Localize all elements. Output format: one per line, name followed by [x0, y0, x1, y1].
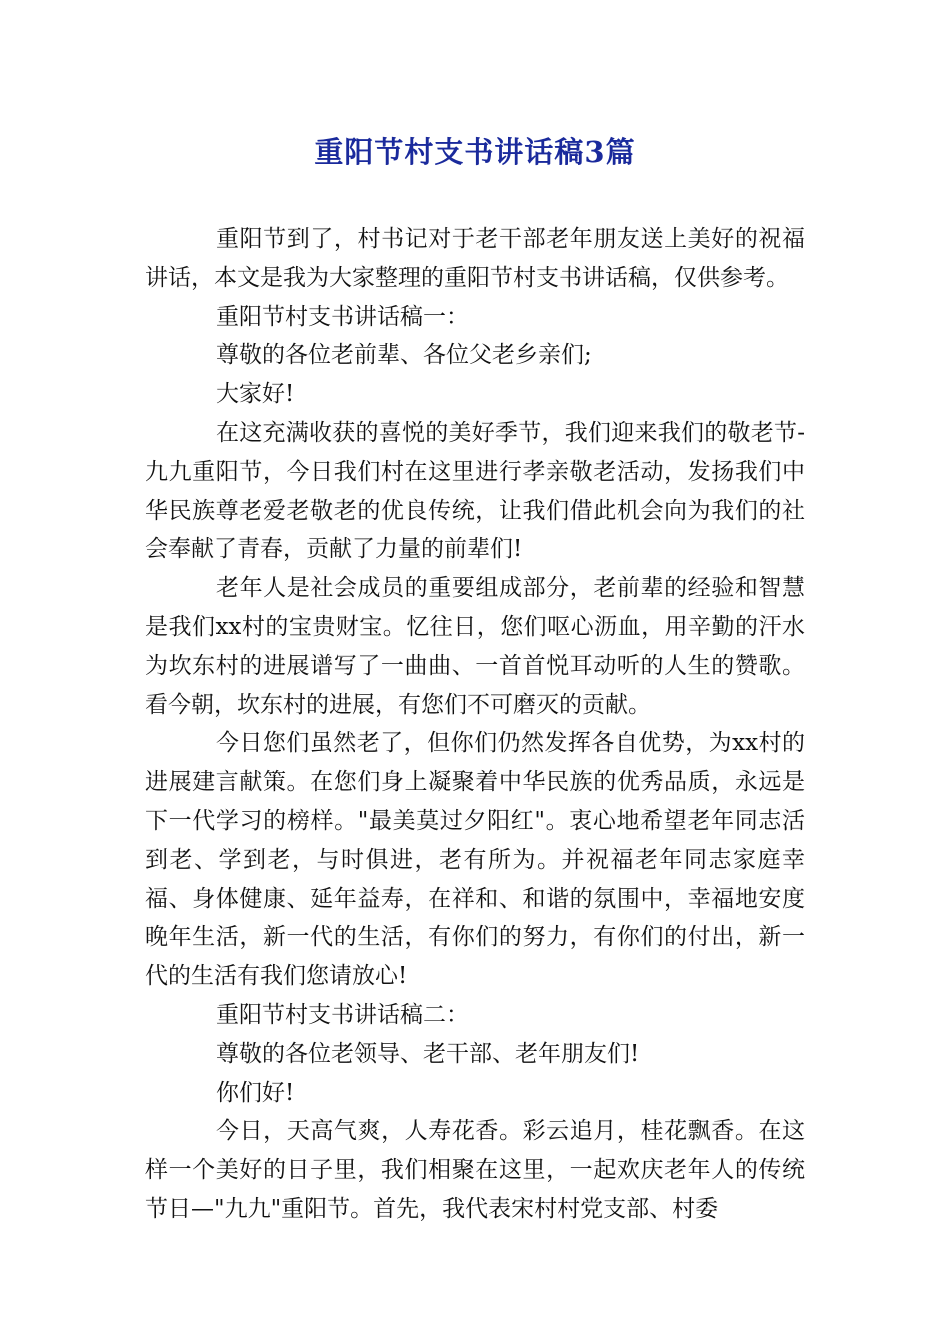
paragraph-greeting-two: 你们好! [216, 1079, 295, 1106]
document-body [145, 220, 805, 1229]
paragraph-salutation-one: 尊敬的各位老前辈、各位父老乡亲们; [216, 342, 592, 369]
paragraph-salutation-two: 尊敬的各位老领导、老干部、老年朋友们! [216, 1040, 640, 1067]
paragraph-body-4: 今日，天高气爽，人寿花香。彩云追月，桂花飘香。在这样一个美好的日子里，我们相聚在这里，一起欢庆老年人的传统节日—"九九"重阳节。首先，我代表宋村村党支部、村委 [145, 1118, 805, 1222]
document-title: 重阳节村支书讲话稿3篇 [314, 135, 636, 169]
paragraph-speech-one-heading: 重阳节村支书讲话稿一： [216, 303, 469, 330]
paragraph-greeting-one: 大家好! [216, 381, 295, 408]
paragraph-body-3: 今日您们虽然老了，但你们仍然发挥各自优势，为xx村的进展建言献策。在您们身上凝聚着中华民族的优秀品质，永远是下一代学习的榜样。"最美莫过夕阳红"。衷心地希望老年同志活到老、学到老，与时俱进，老有所为。并祝福老年同志家庭幸福、身体健康、延年益寿，在祥和、和谐的氛围中，幸福地安度晚年生活，新一代的生活，有你们的努力，有你们的付出，新一代的生活有我们您请放心! [145, 730, 805, 990]
paragraph-intro: 重阳节到了，村书记对于老干部老年朋友送上美好的祝福讲话，本文是我为大家整理的重阳节村支书讲话稿，仅供参考。 [145, 226, 805, 291]
paragraph-body-2: 老年人是社会成员的重要组成部分，老前辈的经验和智慧是我们xx村的宝贵财宝。忆往日，您们呕心沥血，用辛勤的汗水为坎东村的进展谱写了一曲曲、一首首悦耳动听的人生的赞歌。看今朝，坎东村的进展，有您们不可磨灭的贡献。 [145, 575, 805, 718]
paragraph-body-1: 在这充满收获的喜悦的美好季节，我们迎来我们的敬老节-九九重阳节，今日我们村在这里进行孝亲敬老活动，发扬我们中华民族尊老爱老敬老的优良传统，让我们借此机会向为我们的社会奉献了青春，贡献了力量的前辈们! [145, 419, 805, 563]
paragraph-speech-two-heading: 重阳节村支书讲话稿二： [216, 1001, 469, 1028]
